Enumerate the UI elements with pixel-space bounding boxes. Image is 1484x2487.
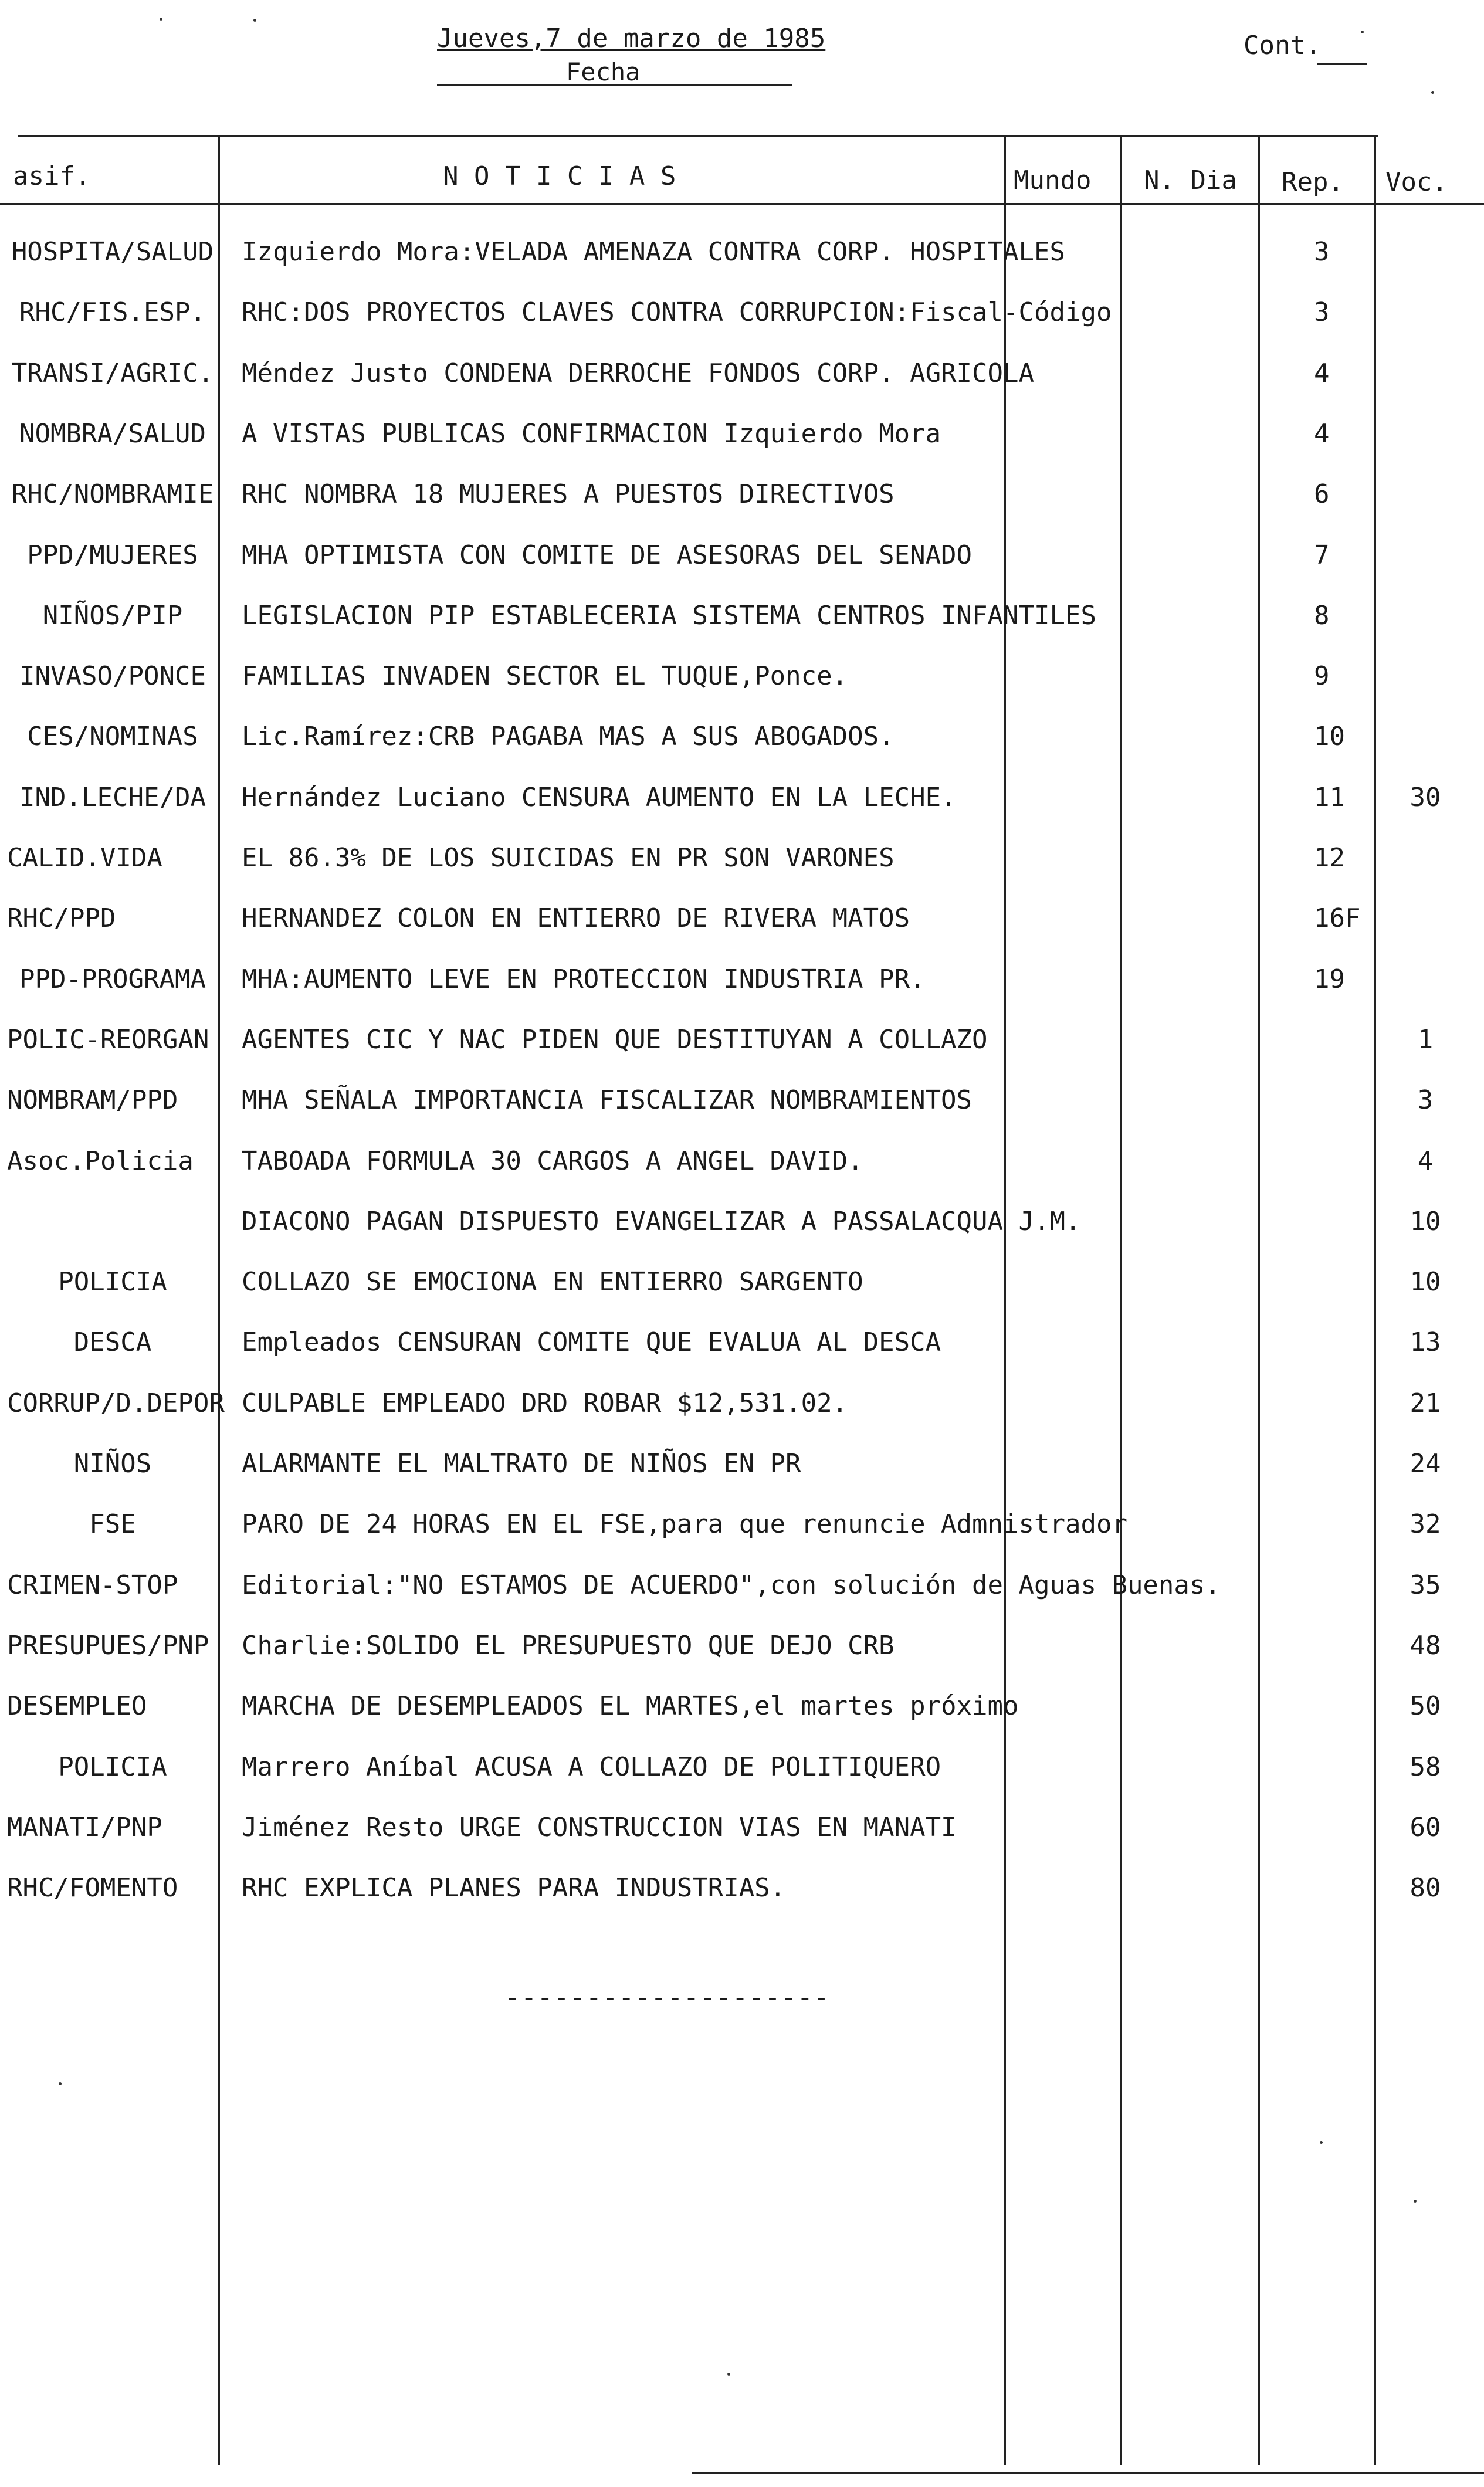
table-row — [0, 707, 1484, 766]
row-voc-page: 21 — [1410, 1388, 1441, 1418]
table-row — [0, 1192, 1484, 1251]
table-row — [0, 1556, 1484, 1615]
row-voc-page: 35 — [1410, 1570, 1441, 1600]
row-rep-page: 11 — [1314, 782, 1345, 812]
row-classification: POLICIA — [58, 1751, 167, 1782]
table-row — [0, 768, 1484, 827]
column-header-rep: Rep. — [1282, 167, 1344, 197]
scan-speck — [59, 2082, 62, 2085]
row-headline: AGENTES CIC Y NAC PIDEN QUE DESTITUYAN A COLLAZO — [242, 1024, 988, 1055]
row-voc-page: 4 — [1417, 1146, 1434, 1176]
table-row — [0, 1859, 1484, 1917]
row-classification: RHC/FOMENTO — [7, 1873, 178, 1903]
row-rep-page: 16F — [1314, 903, 1361, 934]
row-classification: NOMBRAM/PPD — [7, 1085, 178, 1116]
table-row — [0, 405, 1484, 463]
row-classification: DESEMPLEO — [7, 1691, 147, 1722]
header-cont-blank — [1317, 63, 1367, 65]
table-row — [0, 587, 1484, 645]
row-voc-page: 48 — [1410, 1630, 1441, 1661]
row-voc-page: 1 — [1417, 1024, 1434, 1055]
row-classification: Asoc.Policia — [7, 1146, 194, 1176]
table-row — [0, 1253, 1484, 1312]
row-headline: Marrero Aníbal ACUSA A COLLAZO DE POLITIQUERO — [242, 1751, 941, 1782]
table-row — [0, 223, 1484, 282]
table-row — [0, 950, 1484, 1009]
row-headline: HERNANDEZ COLON EN ENTIERRO DE RIVERA MATOS — [242, 903, 910, 934]
row-classification: INVASO/PONCE — [19, 661, 206, 692]
row-rep-page: 7 — [1314, 540, 1330, 570]
row-headline: Charlie:SOLIDO EL PRESUPUESTO QUE DEJO CRB — [242, 1630, 895, 1661]
table-row — [0, 1677, 1484, 1736]
table-row — [0, 1071, 1484, 1130]
row-headline: PARO DE 24 HORAS EN EL FSE,para que renuncie Admnistrador — [242, 1509, 1127, 1540]
row-headline: Hernández Luciano CENSURA AUMENTO EN LA LECHE. — [242, 782, 957, 812]
row-classification: DESCA — [73, 1327, 152, 1358]
scan-speck — [1431, 91, 1434, 94]
row-classification: NIÑOS — [73, 1449, 152, 1479]
table-row — [0, 526, 1484, 585]
row-voc-page: 10 — [1410, 1267, 1441, 1297]
row-headline: Jiménez Resto URGE CONSTRUCCION VIAS EN MANATI — [242, 1812, 957, 1842]
row-classification: RHC/NOMBRAMIE — [11, 479, 214, 510]
row-rep-page: 3 — [1314, 297, 1330, 328]
table-row — [0, 465, 1484, 524]
row-voc-page: 3 — [1417, 1085, 1434, 1116]
header-date-label: Fecha — [566, 57, 641, 86]
row-classification: CORRUP/D.DEPOR — [7, 1388, 225, 1418]
row-voc-page: 60 — [1410, 1812, 1441, 1842]
row-headline: COLLAZO SE EMOCIONA EN ENTIERRO SARGENTO — [242, 1267, 863, 1297]
table-row — [0, 1132, 1484, 1191]
row-classification: NOMBRA/SALUD — [19, 418, 206, 449]
scan-speck — [1320, 2141, 1323, 2144]
table-row — [0, 1738, 1484, 1797]
column-header-ndia: N. Dia — [1144, 165, 1237, 195]
row-classification: CES/NOMINAS — [27, 721, 198, 752]
header-cont-label: Cont. — [1244, 31, 1322, 60]
row-classification: POLIC-REORGAN — [7, 1024, 209, 1055]
row-classification: PRESUPUES/PNP — [7, 1630, 209, 1661]
scan-speck — [727, 2373, 730, 2376]
row-classification: TRANSI/AGRIC. — [11, 358, 214, 388]
table-row — [0, 283, 1484, 342]
row-headline: A VISTAS PUBLICAS CONFIRMACION Izquierdo Mora — [242, 418, 941, 449]
table-row — [0, 889, 1484, 948]
row-headline: RHC:DOS PROYECTOS CLAVES CONTRA CORRUPCION:Fiscal-Código — [242, 297, 1112, 328]
column-header-voc: Voc. — [1385, 167, 1448, 197]
row-voc-page: 24 — [1410, 1449, 1441, 1479]
row-rep-page: 8 — [1314, 600, 1330, 631]
row-rep-page: 19 — [1314, 964, 1345, 994]
row-rep-page: 3 — [1314, 237, 1330, 267]
footer-rule — [692, 2472, 1484, 2474]
table-row — [0, 1313, 1484, 1372]
column-header-clasif: asif. — [13, 161, 91, 191]
header-date: Jueves,7 de marzo de 1985 — [437, 23, 826, 53]
row-classification: RHC/PPD — [7, 903, 116, 934]
row-classification: MANATI/PNP — [7, 1812, 162, 1842]
row-classification: RHC/FIS.ESP. — [19, 297, 206, 328]
column-header-mundo: Mundo — [1014, 165, 1092, 195]
row-headline: Empleados CENSURAN COMITE QUE EVALUA AL DESCA — [242, 1327, 941, 1358]
table-row — [0, 1374, 1484, 1433]
table-row — [0, 1495, 1484, 1554]
row-rep-page: 6 — [1314, 479, 1330, 510]
row-classification: CALID.VIDA — [7, 843, 162, 873]
table-row — [0, 344, 1484, 403]
row-voc-page: 10 — [1410, 1206, 1441, 1236]
row-classification: HOSPITA/SALUD — [11, 237, 214, 267]
row-headline: RHC NOMBRA 18 MUJERES A PUESTOS DIRECTIVOS — [242, 479, 895, 510]
row-headline: MHA SEÑALA IMPORTANCIA FISCALIZAR NOMBRAMIENTOS — [242, 1085, 973, 1116]
row-headline: MHA:AUMENTO LEVE EN PROTECCION INDUSTRIA PR. — [242, 964, 926, 994]
row-headline: ALARMANTE EL MALTRATO DE NIÑOS EN PR — [242, 1449, 801, 1479]
row-rep-page: 10 — [1314, 721, 1345, 752]
row-headline: MHA OPTIMISTA CON COMITE DE ASESORAS DEL SENADO — [242, 540, 973, 570]
row-voc-page: 13 — [1410, 1327, 1441, 1358]
table-row — [0, 829, 1484, 887]
scan-speck — [1361, 31, 1364, 33]
table-row — [0, 1617, 1484, 1675]
row-classification: NIÑOS/PIP — [42, 600, 183, 631]
row-classification: PPD-PROGRAMA — [19, 964, 206, 994]
table-top-rule — [18, 135, 1378, 137]
scan-speck — [253, 19, 256, 22]
row-headline: Lic.Ramírez:CRB PAGABA MAS A SUS ABOGADOS. — [242, 721, 895, 752]
row-headline: CULPABLE EMPLEADO DRD ROBAR $12,531.02. — [242, 1388, 848, 1418]
table-row — [0, 647, 1484, 706]
row-classification: PPD/MUJERES — [27, 540, 198, 570]
row-classification: IND.LECHE/DA — [19, 782, 206, 812]
row-voc-page: 80 — [1410, 1873, 1441, 1903]
row-voc-page: 58 — [1410, 1751, 1441, 1782]
table-row — [0, 1011, 1484, 1069]
row-headline: TABOADA FORMULA 30 CARGOS A ANGEL DAVID. — [242, 1146, 863, 1176]
table-row — [0, 1798, 1484, 1857]
scan-speck — [1414, 2200, 1417, 2203]
row-headline: FAMILIAS INVADEN SECTOR EL TUQUE,Ponce. — [242, 661, 848, 692]
row-rep-page: 9 — [1314, 661, 1330, 692]
row-classification: FSE — [89, 1509, 136, 1540]
row-headline: Méndez Justo CONDENA DERROCHE FONDOS CORP. AGRICOLA — [242, 358, 1035, 388]
row-headline: RHC EXPLICA PLANES PARA INDUSTRIAS. — [242, 1873, 786, 1903]
row-headline: Izquierdo Mora:VELADA AMENAZA CONTRA CORP. HOSPITALES — [242, 237, 1065, 267]
row-rep-page: 4 — [1314, 358, 1330, 388]
end-separator: -------------------- — [504, 1981, 829, 2013]
row-classification: POLICIA — [58, 1267, 167, 1297]
row-voc-page: 32 — [1410, 1509, 1441, 1540]
row-headline: EL 86.3% DE LOS SUICIDAS EN PR SON VARONES — [242, 843, 895, 873]
table-header-rule — [0, 203, 1484, 205]
table-row — [0, 1435, 1484, 1493]
row-voc-page: 30 — [1410, 782, 1441, 812]
row-headline: LEGISLACION PIP ESTABLECERIA SISTEMA CENTROS INFANTILES — [242, 600, 1096, 631]
row-headline: DIACONO PAGAN DISPUESTO EVANGELIZAR A PASSALACQUA J.M. — [242, 1206, 1081, 1236]
row-classification: CRIMEN-STOP — [7, 1570, 178, 1600]
row-rep-page: 4 — [1314, 418, 1330, 449]
column-header-noticias: N O T I C I A S — [443, 161, 676, 191]
row-headline: MARCHA DE DESEMPLEADOS EL MARTES,el martes próximo — [242, 1691, 1019, 1722]
row-voc-page: 50 — [1410, 1691, 1441, 1722]
row-headline: Editorial:"NO ESTAMOS DE ACUERDO",con solución de Aguas Buenas. — [242, 1570, 1221, 1600]
scan-speck — [160, 18, 162, 21]
row-rep-page: 12 — [1314, 843, 1345, 873]
